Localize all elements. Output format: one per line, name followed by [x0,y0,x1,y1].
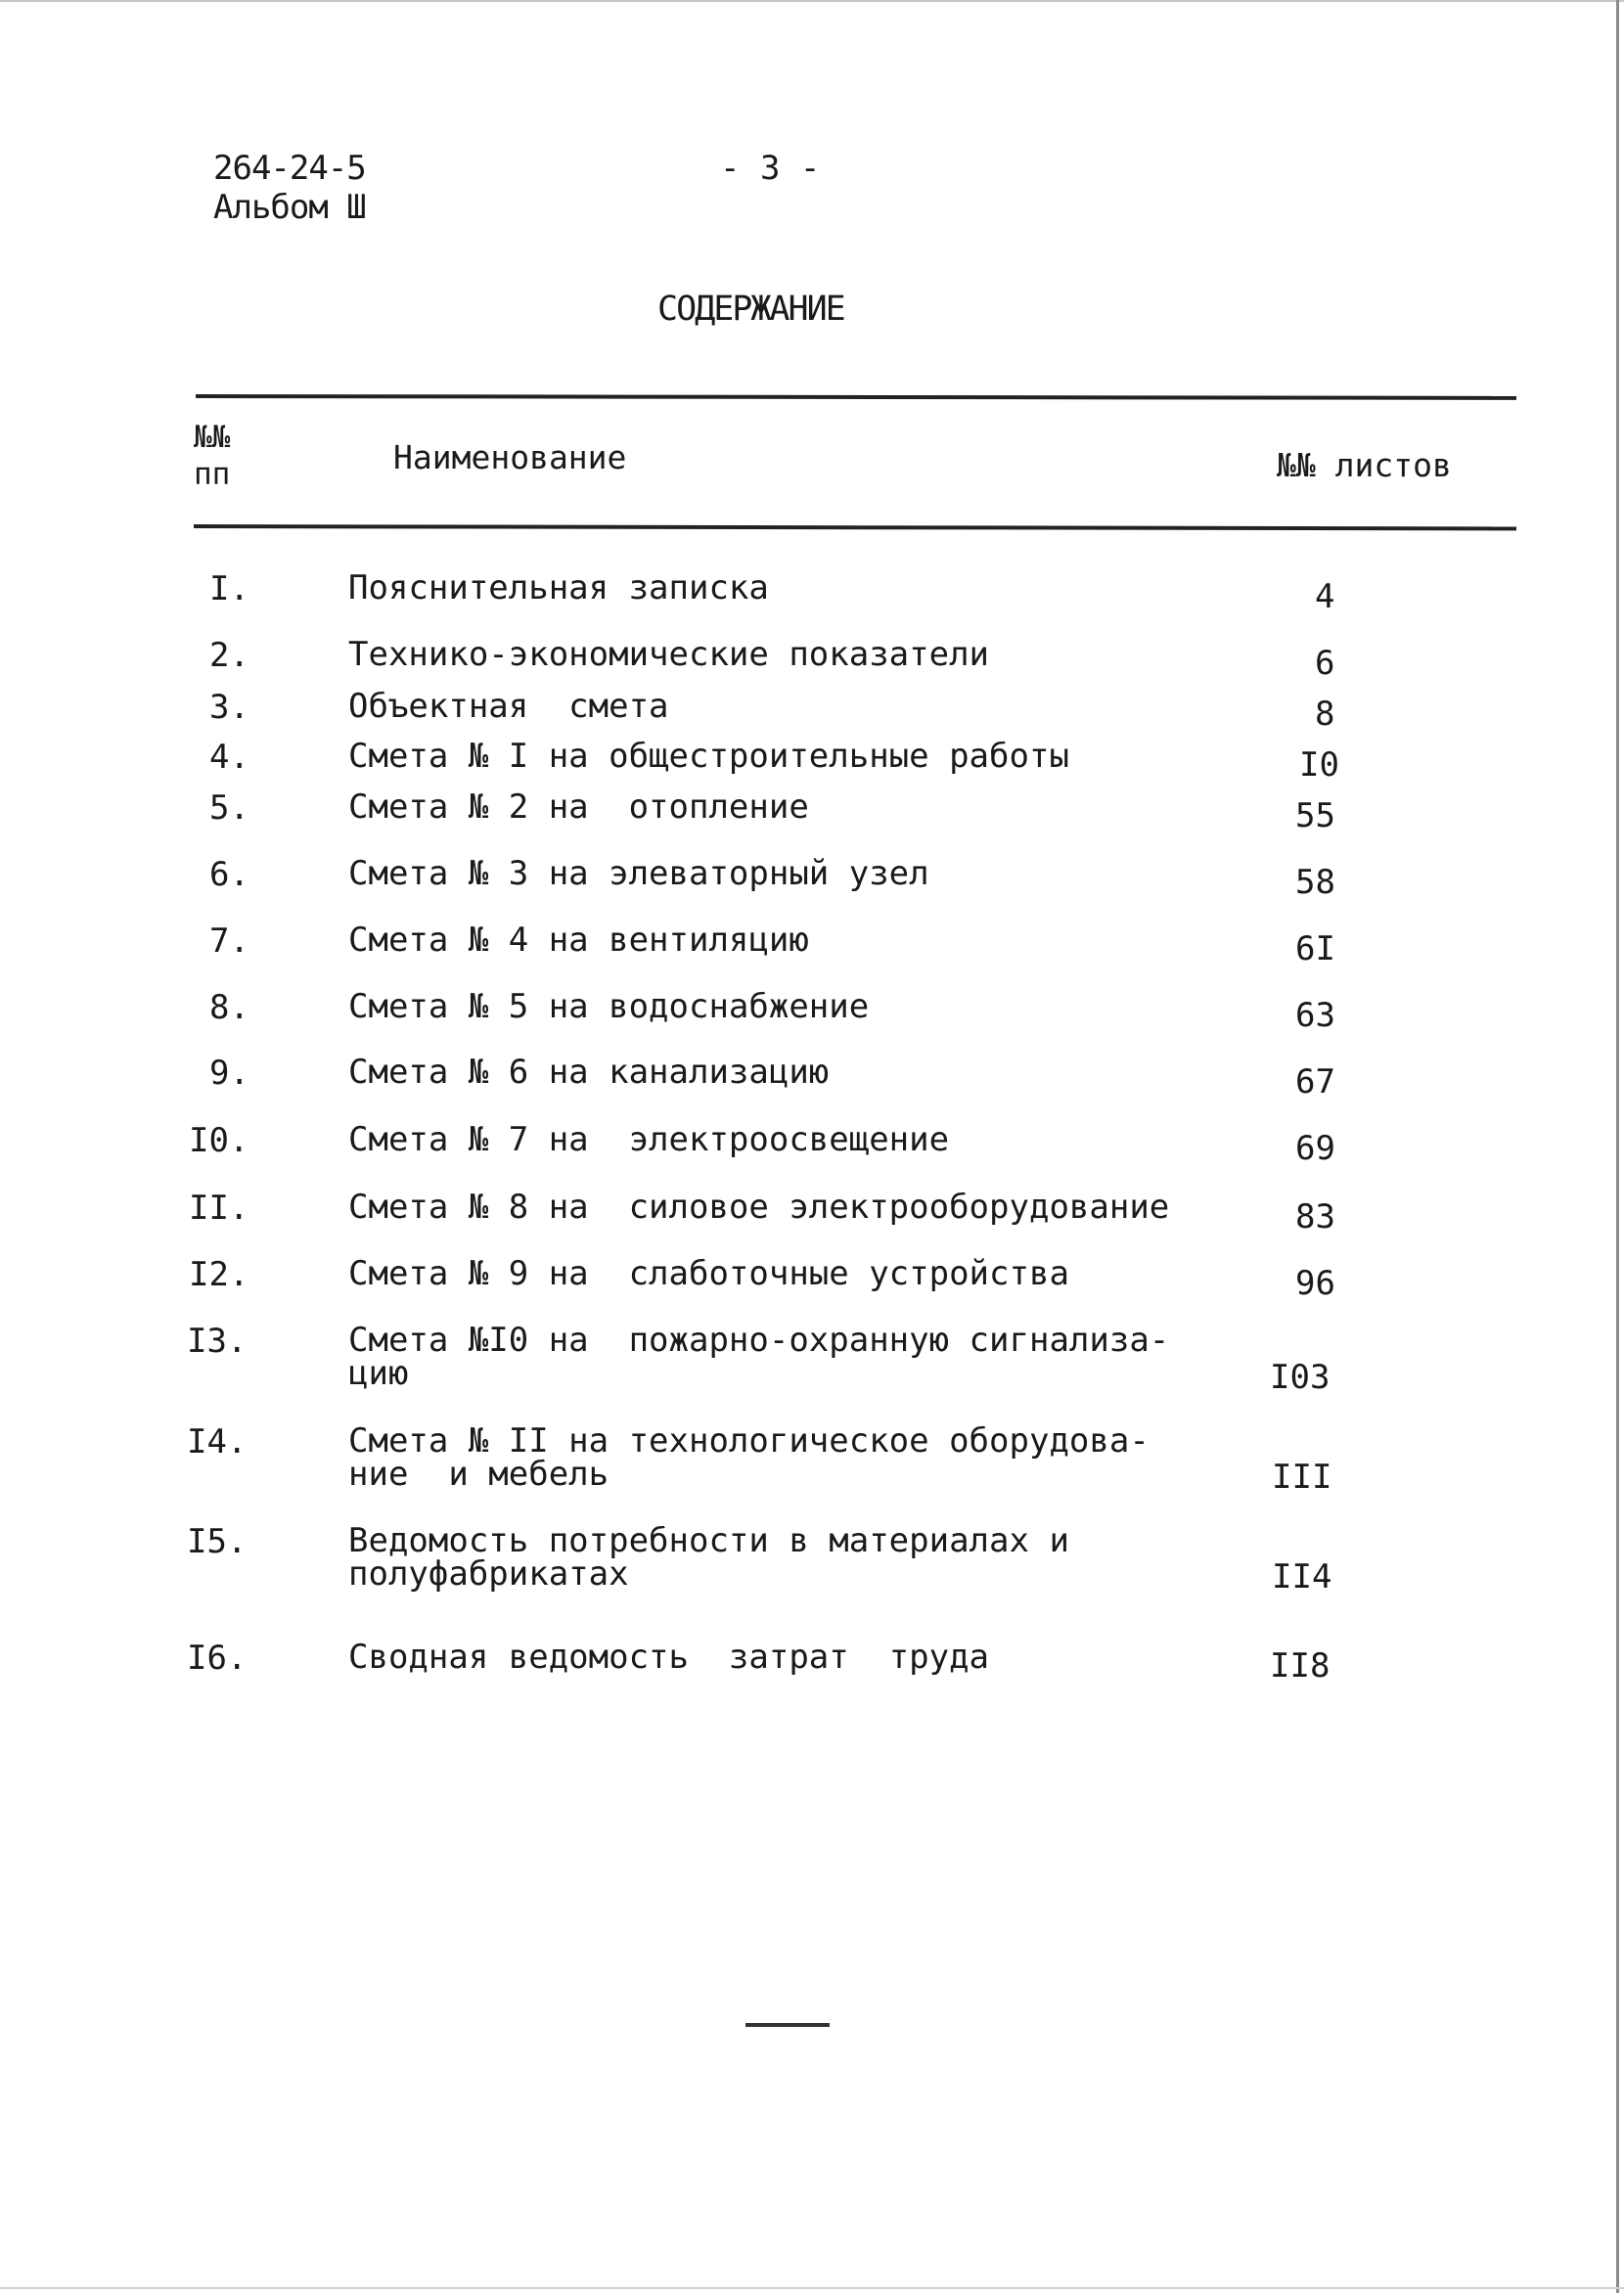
column-header-number: №№ пп [194,420,231,492]
row-sheet-number: 63 [1295,996,1335,1035]
page-top-edge [0,0,1624,2]
row-number: II. [189,1189,249,1228]
table-top-rule [196,394,1516,400]
row-number: 5. [209,788,249,828]
row-sheet-number: 55 [1295,796,1335,835]
row-sheet-number: I0 [1299,745,1339,785]
row-name: Смета № I на общестроительные работы [348,737,1069,776]
row-name: Ведомость потребности в материалах и полуфабрикатах [348,1521,1069,1594]
row-number: 2. [209,636,249,675]
page-right-edge [1616,0,1619,2293]
row-sheet-number: 96 [1295,1264,1335,1303]
row-number: I3. [187,1322,248,1361]
row-name: Смета № 3 на элеваторный узел [348,854,929,893]
row-name: Смета № 7 на электроосвещение [348,1120,950,1159]
row-number: 7. [209,922,249,961]
column-header-sheets: №№ листов [1277,446,1452,484]
row-name: Сводная ведомость затрат труда [348,1638,990,1677]
row-name: Смета № 2 на отопление [348,787,809,827]
row-sheet-number: 6 [1315,644,1335,683]
row-number: 9. [209,1054,249,1093]
row-sheet-number: 8 [1315,695,1335,734]
row-number: I0. [189,1121,249,1160]
row-name: Смета № 9 на слаботочные устройства [348,1254,1069,1293]
row-sheet-number: III [1272,1458,1332,1497]
row-number: 4. [209,738,249,777]
row-sheet-number: 6I [1295,929,1335,968]
row-name: Пояснительная записка [348,568,769,607]
row-number: 3. [209,688,249,727]
end-mark [745,2023,830,2027]
row-name: Смета № 4 на вентиляцию [348,921,809,960]
row-sheet-number: II8 [1270,1646,1331,1686]
row-number: 8. [209,988,249,1027]
row-number: I4. [187,1422,248,1461]
row-sheet-number: 69 [1295,1129,1335,1168]
column-header-name: Наименование [393,438,627,476]
row-sheet-number: II4 [1272,1557,1332,1596]
row-name: Смета № 8 на силовое электрооборудование [348,1188,1170,1227]
row-name: Технико-экономические показатели [348,635,990,674]
row-number: 6. [209,855,249,894]
table-header-rule [194,524,1516,530]
page-bottom-edge [0,2287,1624,2289]
row-name: Объектная смета [348,687,669,726]
row-sheet-number: 83 [1295,1197,1335,1236]
row-number: I. [209,569,249,608]
row-sheet-number: 67 [1295,1062,1335,1102]
page-title: СОДЕРЖАНИЕ [657,290,844,329]
row-sheet-number: I03 [1270,1358,1331,1397]
row-sheet-number: 4 [1315,577,1335,616]
document-code: 264-24-5 [213,149,366,188]
row-number: I2. [189,1255,249,1294]
page-number: - 3 - [720,149,821,188]
row-number: I5. [187,1522,248,1561]
row-sheet-number: 58 [1295,863,1335,902]
row-name: Смета № 5 на водоснабжение [348,987,870,1026]
row-name: Смета № 6 на канализацию [348,1053,830,1092]
row-number: I6. [187,1639,248,1678]
row-name: Смета №I0 на пожарно-охранную сигнализа- цию [348,1321,1170,1393]
row-name: Смета № II на технологическое оборудова- ние и мебель [348,1421,1150,1494]
album-label: Альбом Ш [213,188,366,227]
